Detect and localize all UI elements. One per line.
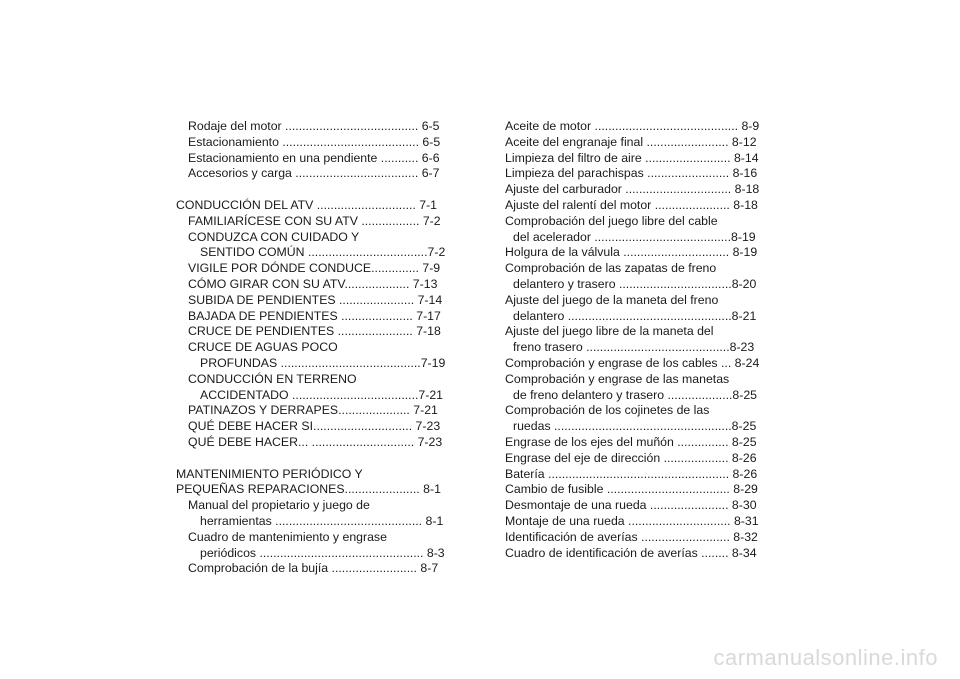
toc-section-entry[interactable]: PEQUEÑAS REPARACIONES...................... 8-1 bbox=[176, 482, 441, 497]
toc-entry[interactable]: CRUCE DE PENDIENTES ...................... 7-18 bbox=[188, 324, 441, 339]
toc-entry[interactable]: Comprobación de la bujía ......................... 8-7 bbox=[188, 561, 439, 576]
toc-spacer bbox=[176, 182, 461, 198]
toc-entry[interactable]: QUÉ DEBE HACER SI............................. 7-23 bbox=[188, 419, 441, 434]
toc-entry[interactable]: QUÉ DEBE HACER... .............................. 7-23 bbox=[188, 434, 443, 449]
toc-entry[interactable]: FAMILIARÍCESE CON SU ATV ................. 7-2 bbox=[188, 213, 441, 228]
watermark: carmanualsonline.info bbox=[713, 645, 938, 670]
toc-entry[interactable]: Accesorios y carga .................................... 6-7 bbox=[188, 166, 440, 181]
toc-section-entry[interactable]: Comprobación de las zapatas de freno bbox=[505, 261, 717, 276]
toc-section-entry[interactable]: Comprobación del juego libre del cable bbox=[505, 213, 718, 228]
toc-section-entry[interactable]: Cambio de fusible .................................... 8-29 bbox=[505, 482, 758, 497]
toc-section-entry[interactable]: Aceite de motor .......................................... 8-9 bbox=[505, 119, 760, 133]
toc-section-entry[interactable]: CONDUCCIÓN DEL ATV ............................. 7-1 bbox=[176, 197, 438, 212]
toc-left-column bbox=[176, 119, 461, 577]
toc-entry[interactable]: SENTIDO COMÚN ...................................7-2 bbox=[200, 245, 446, 260]
toc-entry[interactable]: Estacionamiento en una pendiente ........... 6-6 bbox=[188, 150, 440, 165]
toc-entry[interactable]: periódicos ................................................ 8-3 bbox=[200, 545, 445, 560]
toc-entry[interactable]: PROFUNDAS .........................................7-19 bbox=[200, 355, 446, 370]
toc-entry[interactable]: Cuadro de mantenimiento y engrase bbox=[188, 529, 387, 544]
toc-section-entry[interactable]: Cuadro de identificación de averías ........ 8-34 bbox=[505, 545, 757, 560]
toc-right-column bbox=[505, 119, 779, 561]
toc-entry[interactable]: ACCIDENTADO .....................................7-21 bbox=[200, 387, 444, 402]
toc-section-entry[interactable]: Ajuste del carburador ............................... 8-18 bbox=[505, 182, 760, 197]
toc-entry[interactable]: SUBIDA DE PENDIENTES ...................... 7-14 bbox=[188, 292, 443, 307]
toc-section-entry[interactable]: Comprobación y engrase de los cables ... 8-24 bbox=[505, 355, 760, 370]
toc-section-entry[interactable]: Desmontaje de una rueda ....................... 8-30 bbox=[505, 498, 757, 513]
toc-entry[interactable]: CONDUCCIÓN EN TERRENO bbox=[188, 371, 357, 386]
toc-spacer bbox=[176, 451, 461, 467]
toc-entry[interactable]: de freno delantero y trasero ...................8-25 bbox=[513, 387, 758, 402]
toc-section-entry[interactable]: Comprobación y engrase de las manetas bbox=[505, 371, 730, 386]
toc-entry[interactable]: freno trasero ..........................................8-23 bbox=[513, 340, 755, 355]
toc-section-entry[interactable]: Engrase de los ejes del muñón ............... 8-25 bbox=[505, 434, 757, 449]
toc-section-entry[interactable]: Ajuste del ralentí del motor ...................... 8-18 bbox=[505, 197, 758, 212]
toc-section-entry[interactable]: Montaje de una rueda .............................. 8-31 bbox=[505, 513, 759, 528]
toc-entry[interactable]: del acelerador ........................................8-19 bbox=[513, 229, 756, 244]
toc-entry[interactable]: Estacionamiento ........................................ 6-5 bbox=[188, 134, 441, 149]
toc-entry[interactable]: BAJADA DE PENDIENTES ..................... 7-17 bbox=[188, 308, 441, 323]
toc-section-entry[interactable]: Aceite del engranaje final ........................ 8-12 bbox=[505, 134, 757, 149]
toc-entry[interactable]: Rodaje del motor ....................................... 6-5 bbox=[188, 119, 440, 133]
toc-section-entry[interactable]: Identificación de averías .......................... 8-32 bbox=[505, 529, 758, 544]
toc-entry[interactable]: VIGILE POR DÓNDE CONDUCE.............. 7-9 bbox=[188, 261, 441, 276]
toc-entry[interactable]: CONDUZCA CON CUIDADO Y bbox=[188, 229, 360, 244]
toc-entry[interactable]: ruedas ....................................................8-25 bbox=[513, 419, 757, 434]
toc-entry[interactable]: herramientas ........................................... 8-1 bbox=[200, 513, 444, 528]
toc-entry[interactable]: delantero y trasero .................................8-20 bbox=[513, 276, 757, 291]
toc-section-entry[interactable]: Comprobación de los cojinetes de las bbox=[505, 403, 710, 418]
toc-entry[interactable]: Manual del propietario y juego de bbox=[188, 498, 370, 513]
toc-entry[interactable]: PATINAZOS Y DERRAPES..................... 7-21 bbox=[188, 403, 438, 418]
toc-section-entry[interactable]: Engrase del eje de dirección ................... 8-26 bbox=[505, 450, 757, 465]
toc-section-entry[interactable]: MANTENIMIENTO PERIÓDICO Y bbox=[176, 466, 363, 481]
toc-section-entry[interactable]: Ajuste del juego libre de la maneta del bbox=[505, 324, 714, 339]
toc-entry[interactable]: CRUCE DE AGUAS POCO bbox=[188, 340, 338, 355]
toc-section-entry[interactable]: Holgura de la válvula ............................... 8-19 bbox=[505, 245, 758, 260]
toc-section-entry[interactable]: Batería ..................................................... 8-26 bbox=[505, 466, 758, 481]
toc-section-entry[interactable]: Ajuste del juego de la maneta del freno bbox=[505, 292, 719, 307]
toc-entry[interactable]: CÓMO GIRAR CON SU ATV................... 7-13 bbox=[188, 276, 438, 291]
toc-entry[interactable]: delantero ................................................8-21 bbox=[513, 308, 757, 323]
toc-section-entry[interactable]: Limpieza del parachispas ........................ 8-16 bbox=[505, 166, 758, 181]
toc-section-entry[interactable]: Limpieza del filtro de aire ......................... 8-14 bbox=[505, 150, 759, 165]
